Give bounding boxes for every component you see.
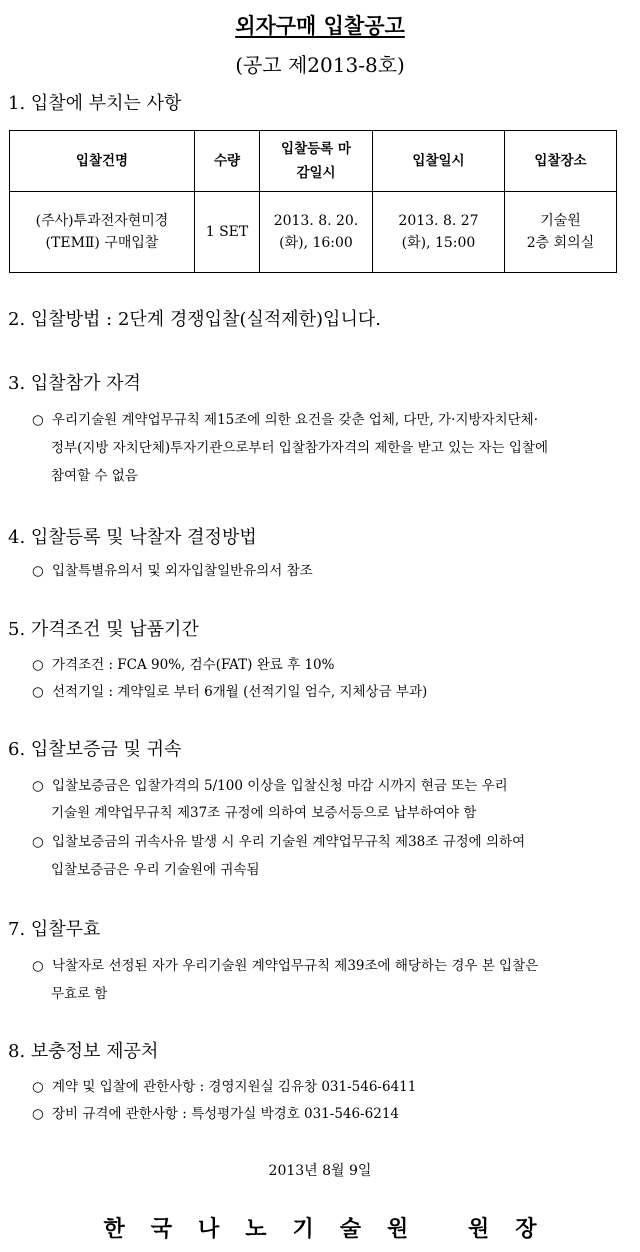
section-4-heading: 4. 입찰등록 및 낙찰자 결정방법 <box>8 527 257 548</box>
list-item: ○ 선적기일 : 계약일로 부터 6개월 (선적기일 엄수, 지체상금 부과) <box>32 684 428 700</box>
circle-bullet-icon: ○ <box>32 834 44 850</box>
table-cell: (주사)투과전자현미경 (TEMⅡ) 구매입찰 <box>10 192 195 273</box>
table-row <box>10 192 617 273</box>
list-item: ○ 낙찰자로 선정된 자가 우리기술원 계약업무규칙 제39조에 해당하는 경우 본 입찰은 <box>32 958 539 974</box>
circle-bullet-icon: ○ <box>32 657 44 673</box>
header-cell: 입찰등록 마감일시 <box>260 131 373 192</box>
table-cell: 2013. 8. 27 (화), 15:00 <box>373 192 505 273</box>
list-item: ○ 입찰보증금은 입찰가격의 5/100 이상을 입찰신청 마감 시까지 현금 또는 우리 <box>32 778 508 794</box>
list-item: ○ 가격조건 : FCA 90%, 검수(FAT) 완료 후 10% <box>32 657 335 673</box>
list-item: ○ 우리기술원 계약업무규칙 제15조에 의한 요건을 갖춘 업체, 다만, 가·지방자치단체· <box>32 412 538 428</box>
notice-number: (공고 제2013-8호) <box>235 53 405 77</box>
circle-bullet-icon: ○ <box>32 412 44 428</box>
list-item: ○ 계약 및 입찰에 관한사항 : 경영지원실 김유창 031-546-6411 <box>32 1079 417 1095</box>
header-cell: 수량 <box>195 131 260 192</box>
bid-table <box>9 130 617 273</box>
circle-bullet-icon: ○ <box>32 684 44 700</box>
list-item-continuation: 입찰보증금은 우리 기술원에 귀속됨 <box>51 862 260 878</box>
list-item: ○ 입찰특별유의서 및 외자입찰일반유의서 참조 <box>32 563 313 579</box>
section-6-heading: 6. 입찰보증금 및 귀속 <box>8 739 182 760</box>
header-cell: 입찰건명 <box>10 131 195 192</box>
table-cell: 1 SET <box>195 192 260 273</box>
table-cell: 2013. 8. 20. (화), 16:00 <box>260 192 373 273</box>
list-item: ○ 장비 규격에 관한사항 : 특성평가실 박경호 031-546-6214 <box>32 1106 400 1122</box>
section-1-heading: 1. 입찰에 부치는 사항 <box>8 93 182 114</box>
notice-date: 2013년 8월 9일 <box>268 1163 372 1179</box>
circle-bullet-icon: ○ <box>32 563 44 579</box>
page-title: 외자구매 입찰공고 <box>235 13 405 38</box>
list-item: ○ 입찰보증금의 귀속사유 발생 시 우리 기술원 계약업무규칙 제38조 규정에 의하여 <box>32 834 526 850</box>
table-cell: 기술원 2층 회의실 <box>505 192 617 273</box>
circle-bullet-icon: ○ <box>32 958 44 974</box>
section-7-heading: 7. 입찰무효 <box>8 919 101 940</box>
issuer-signature: 한국나노기술원 원장 <box>103 1216 563 1242</box>
list-item-continuation: 정부(지방 자치단체)투자기관으로부터 입찰참가자격의 제한을 받고 있는 자는 입찰에 <box>51 440 549 456</box>
circle-bullet-icon: ○ <box>32 1079 44 1095</box>
section-5-heading: 5. 가격조건 및 납품기간 <box>8 619 199 640</box>
list-item-continuation: 참여할 수 없음 <box>51 468 138 484</box>
table-header-row <box>10 131 617 192</box>
section-3-heading: 3. 입찰참가 자격 <box>8 373 141 394</box>
circle-bullet-icon: ○ <box>32 1106 44 1122</box>
circle-bullet-icon: ○ <box>32 778 44 794</box>
list-item-continuation: 무효로 함 <box>51 986 108 1002</box>
header-cell: 입찰장소 <box>505 131 617 192</box>
section-2-heading: 2. 입찰방법 : 2단계 경쟁입찰(실적제한)입니다. <box>8 309 381 330</box>
header-cell: 입찰일시 <box>373 131 505 192</box>
section-8-heading: 8. 보충정보 제공처 <box>8 1041 159 1062</box>
list-item-continuation: 기술원 계약업무규칙 제37조 규정에 의하여 보증서등으로 납부하여야 함 <box>51 805 477 821</box>
